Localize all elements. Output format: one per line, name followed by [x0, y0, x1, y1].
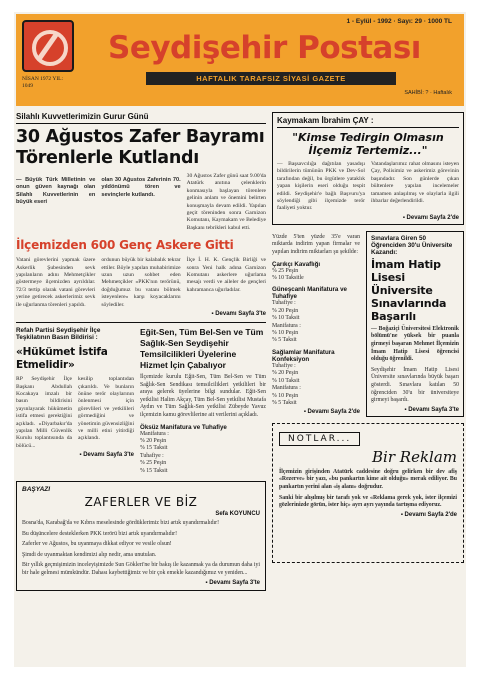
lead-deck-1: — Büyük Türk Milletinin ve onun güven kaynağı olan Silahlı Kuvvetlerinin en büyük eseri	[16, 177, 96, 206]
offer-line: % 5 Taksit	[272, 399, 297, 406]
offer-line: % 25 Peşin	[272, 267, 299, 274]
unions-line: % 25 Peşin	[140, 460, 167, 467]
governor-col-2: Vatandaşlarımız rahat olmasını isteyen Çay, Polisimiz ve askerimiz görevinin başındadır. Son günlerde çıkan bültenlere yapılan incelemeler tamamen anlaşılmış ve olaylarla ilgili ihbarlar değerlendirildi.	[371, 161, 459, 205]
lead-body-text: 30 Ağustos Zafer günü saat 9.00'da Atatürk anıtına çelenklerin konmasıyla başlayan törenlere gelinin anlam ve önemini belirten konuşmayla devam edildi. Yapılan geçit töreninden sonra Garnizon Komutanı, Kaymakam ve Belediye Başkanı tebrikleri kabul etti.	[186, 173, 266, 231]
governor-headline: "Kimse Tedirgin Olmasın İlçemiz Tertemiz..."	[292, 131, 444, 157]
garrison-article	[16, 238, 266, 317]
garrison-col-2: ordunun büyük bir kalabalık tekrar ettiler. Böyle yapılan muhabirimize uzun uzun sohbet eden Mehmetçikler «PKK'nın terörünü, doğduğumuz bu vatanı bölmek isteyenlere» karşı koyacaklarını söylediler.	[101, 257, 181, 308]
garrison-body	[16, 257, 266, 309]
editorial-paragraph: Bosna'da, Karabağ'da ve Kıbrıs meselesinde gördüklerimiz bizi artık uyandırmalıdır!	[22, 520, 220, 527]
offer-line: % 20 Peşin	[272, 307, 299, 314]
unions-line: % 15 Taksit	[140, 445, 168, 452]
editorial-label: BAŞYAZI	[22, 486, 51, 494]
masthead-meta: SAHİBİ: ? · Haftalık	[404, 90, 452, 96]
editorial-title: ZAFERLER VE BİZ	[84, 495, 198, 510]
offer-line: % 20 Peşin	[272, 370, 299, 377]
garrison-continued: ▪ Devamı Sayfa 3'te	[211, 311, 266, 318]
offer-line: Manifatura :	[272, 322, 301, 329]
masthead-left-info: NİSAN 1972 YIL: 1049	[22, 76, 64, 89]
offer-title: Güneşcanlı Manifatura ve Tuhafiye	[272, 286, 347, 301]
notes-continued: ▪ Devamı Sayfa 2'de	[400, 511, 457, 518]
offer-line: % 10 Peşin	[272, 392, 299, 399]
masthead	[16, 14, 464, 106]
unions-line: Manifatura :	[140, 430, 169, 437]
governor-body	[277, 161, 459, 213]
editorial-paragraph: Zaferler ve Ağustos, bu uyanmaya dikkat ediyor ve vesile olsun!	[22, 541, 172, 548]
students-paragraph: Seydişehir İmam Hatip Lisesi Üniversite sınavlarında büyük başarı gösterdi. Sınavlara katılan 50 öğrenciden 30'u bir üniversiteye girmeyi başardı.	[371, 366, 459, 404]
notes-paragraph: İlçemizin girişinden Atatürk caddesine doğru gelirken bir dev afiş «Rezerve» bir yazı, «bu pankartın kime ait olduğu» merak ediliyor. Bu pankartın yerini alan «iş alanı» doğrudur.	[279, 468, 457, 490]
offer-line: Tuhafiye :	[272, 300, 296, 307]
masthead-title: Seydişehir Postası	[108, 30, 421, 66]
unions-column	[140, 327, 266, 475]
unions-continued: ▪ Devamı Sayfa 2'de	[303, 409, 360, 416]
garrison-col-1: Vatani görevlerini yapmak üzere Askerlik Şubesinden sevk yapılanların adını Mehmetçikler göstermeye ilçemizden ayrıldılar. 72/3 tertip olarak vatani görevleri yerine getirecek askerlerimiz sevk ile uğurlanma törenleri yapıldı.	[16, 257, 96, 308]
governor-kicker: Kaymakam İbrahim ÇAY :	[277, 116, 459, 128]
refah-body	[16, 376, 134, 450]
refah-continued: ▪ Devamı Sayfa 3'te	[79, 452, 134, 459]
students-paragraph: — Boğaziçi Üniversitesi Elektronik bölümü'ne yüksek bir puanla girmeyi başaran Mehmet İlçemizin İmam Hatip Lisesi öğrencisi olduğu öğrenildi.	[371, 325, 459, 363]
editorial-paragraph: Bu düşüncelere desteklerken PKK terörü bizi artık uyandırmalıdır!	[22, 530, 178, 537]
refah-headline: «Hükümet İstifa Etmelidir»	[16, 346, 108, 372]
offer-line: % 5 Taksit	[272, 337, 297, 344]
editorial-continued: ▪ Devamı Sayfa 3'te	[205, 579, 260, 586]
offer-line: % 10 Taksit	[272, 377, 300, 384]
unions-offers	[272, 231, 360, 417]
unions-line: % 15 Taksit	[140, 467, 168, 474]
editorial-paragraph: Şimdi de uyanmaktan kendimizi alıp nedir, ama unutulan.	[22, 551, 157, 558]
unions-tail: Yüzde 5'ten yüzde 35'e varan miktarda indirim yapan firmalar ve yapılan indirim miktarları şu şekilde:	[272, 233, 360, 256]
right-column	[272, 112, 464, 563]
notes-paragraph: Sanki bir alışılmış bir tarafı yok ve «Reklama gerek yok, ister ilçemizi gözlerinizde görün, ister hiç» ayrı ayrı yayında tartışma ediyoruz.	[279, 494, 457, 509]
notes-tag: NOTLAR...	[279, 432, 360, 446]
unions-line: % 20 Peşin	[140, 438, 167, 445]
unions-block-title: Öksüz Manifatura ve Tuhafiye	[140, 423, 227, 431]
lead-body	[16, 173, 266, 232]
lead-article	[16, 112, 266, 232]
offer-line: Tuhafiye :	[272, 362, 296, 369]
offer-line: % 10 Peşin	[272, 330, 299, 337]
governor-article	[272, 112, 464, 225]
newspaper-logo	[22, 20, 74, 72]
right-mid-row	[272, 231, 464, 417]
offer-line: % 10 Taksitle	[272, 275, 304, 282]
students-headline: İmam Hatip Lisesi Üniversite Sınavlarında Başarılı	[371, 257, 447, 323]
refah-col-1: RP Seydişehir İlçe Başkanı Abdullah Kocakaya imzalı bir basın bildirisini yayınlayarak hükümetin istifa etmesi gerektiğini açıkladı. «Diyarbakır'da yapılan Milli Güvenlik Kurulu toplantısında da bölücü...	[16, 376, 72, 449]
refah-kicker: Refah Partisi Seydişehir İlçe Teşkilatının Basın Bildirisi :	[16, 327, 101, 342]
students-article	[366, 231, 464, 417]
offer-title: Çarıkçı Kavaflığı	[272, 260, 321, 268]
lead-kicker: Silahlı Kuvvetlerimizin Gurur Günü	[16, 112, 266, 124]
garrison-headline: İlçemizden 600 Genç Askere Gitti	[16, 238, 234, 253]
unions-line: Tuhafiye :	[140, 452, 164, 459]
refah-col-2: kesilip toplantıdan çıkarıldı. Ve bunların önüne terör olaylarının önlenmesi için görevlileri ve yetkilileri görmediğini ve yönetimin güvensizliğini ve milli etini yitirdiği açıklandı.	[78, 376, 134, 442]
lead-deck-2: olan 30 Ağustos Zaferinin 70. yıldönümü tören ve sevinçlerle kutlandı.	[101, 177, 181, 198]
left-column	[16, 112, 266, 591]
editorial-paragraph: Bir yıllık geçmişimizin inceleyişimizde Sun Gökleri'ne bir bakış ile kazanmak ya da durumun daha iyi bir hale gelmesi mümkündür. Dahası kaybettiğimiz ve bir çok emekle kazandığımız ve yeniden...	[22, 562, 260, 577]
garrison-col-3: İlçe İ. H. K. Gençlik Birliği ve sonra Yeni halk adına Garnizon Komutanı askerlere uğurlama mesajı verdi ve aileler de gençleri kahramanca uğurladılar.	[186, 257, 266, 293]
lead-headline: 30 Ağustos Zafer Bayramı Törenlerle Kutlandı	[16, 127, 265, 168]
editorial-byline: Sefa KOYUNCU	[215, 511, 260, 518]
governor-continued: ▪ Devamı Sayfa 2'de	[402, 214, 459, 221]
newspaper-page	[14, 12, 466, 667]
masthead-subtitle: HAFTALIK TARAFSIZ SİYASİ GAZETE	[146, 72, 396, 85]
students-kicker: Sınavlara Giren 50 Öğrenciden 30'u Üniversite Kazandı:	[371, 234, 453, 256]
students-continued: ▪ Devamı Sayfa 3'te	[404, 406, 459, 413]
offer-line: Manifatura :	[272, 385, 301, 392]
divider	[16, 322, 266, 323]
editorial-box	[16, 481, 266, 591]
notes-box	[272, 423, 464, 563]
notes-title: Bir Reklam	[372, 447, 457, 466]
refah-column	[16, 327, 134, 475]
offer-line: % 10 Taksit	[272, 315, 300, 322]
governor-col-1: — Başsavcılığa dağıtılan yasadışı bildirilerin tümünün PKK ve Dev-Sol tarafından değil, bu örgütlere yataklık yapan kişilerin eseri olduğu tespit edildi. Seydişehir'e bağlı Başvuru'ya söylendiği gibi ilçemizde terör faaliyeti yoktur.	[277, 161, 365, 212]
unions-body: İlçemizde kurulu Eğit-Sen, Tüm Bel-Sen ve Tüm Sağlık-Sen Sendikası temsilcilikleri yetkilileri bir araya gelerek üyelerine bilgi sundular. Eğit-Sen yetkilisi Halim Akçay, Tüm Bel-Sen yetkilisi Mustafa Aydın ve Tüm Sağlık-Sen yetkilisi Zübeyde Yavuz ilçemizin kamu görevlilerine ait verilerini açıkladı.	[140, 374, 266, 419]
masthead-date-strip: 1 - Eylül - 1992 · Sayı: 29 · 1000 TL	[346, 18, 452, 25]
left-lower-row	[16, 327, 266, 475]
unions-headline: Eğit-Sen, Tüm Bel-Sen ve Tüm Sağlık-Sen Seydişehir Temsilcilikleri Üyelerine Hizmet İçin Çabalıyor	[140, 327, 264, 371]
offer-title: Sağlamlar Manifatura Konfeksiyon	[272, 348, 335, 363]
